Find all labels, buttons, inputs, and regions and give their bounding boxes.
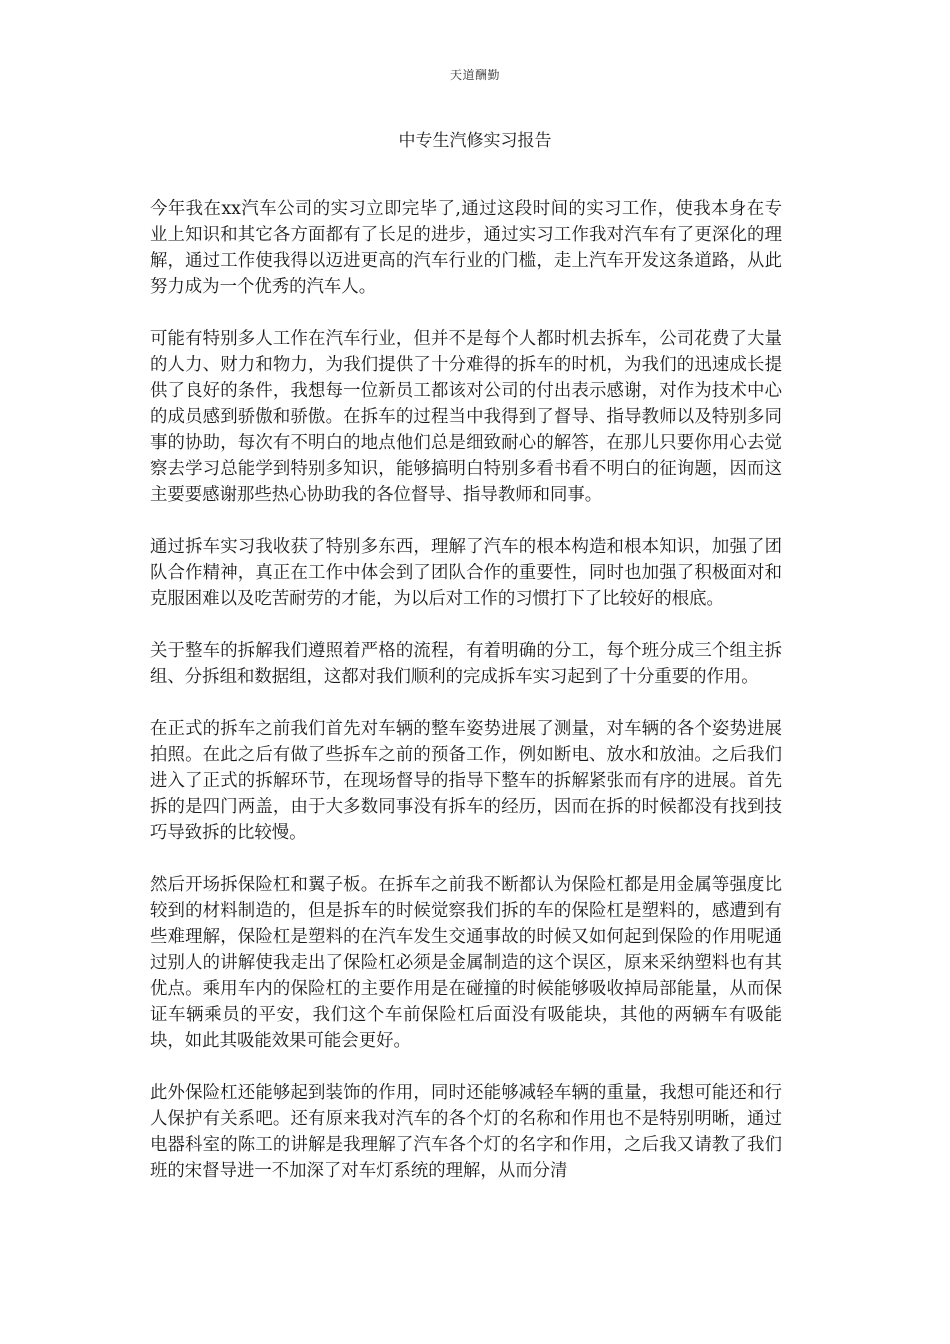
paragraph: 此外保险杠还能够起到装饰的作用，同时还能够减轻车辆的重量，我想可能还和行人保护有关系吧。还有原来我对汽车的各个灯的名称和作用也不是特别明晰，通过电器科室的陈工的讲解是我理解了汽车各个灯的名字和作用，之后我又请教了我们班的宋督导进一不加深了对车灯系统的理解，从而分清 [150, 1083, 782, 1181]
paragraph: 通过拆车实习我收获了特别多东西，理解了汽车的根本构造和根本知识，加强了团队合作精神，真正在工作中体会到了团队合作的重要性，同时也加强了积极面对和克服困难以及吃苦耐劳的才能，为以后对工作的习惯打下了比较好的根底。 [150, 537, 782, 609]
paragraph: 今年我在xx汽车公司的实习立即完毕了,通过这段时间的实习工作，使我本身在专业上知识和其它各方面都有了长足的进步，通过实习工作我对汽车有了更深化的理解，通过工作使我得以迈进更高的汽车行业的门槛，走上汽车开发这条道路，从此努力成为一个优秀的汽车人。 [150, 199, 782, 297]
document-title: 中专生汽修实习报告 [398, 131, 552, 151]
page-header: 天道酬勤 [449, 68, 500, 82]
paragraph: 然后开场拆保险杠和翼子板。在拆车之前我不断都认为保险杠都是用金属等强度比较到的材料制造的，但是拆车的时候觉察我们拆的车的保险杠是塑料的，感遭到有些难理解，保险杠是塑料的在汽车发生交通事故的时候又如何起到保险的作用呢通过别人的讲解使我走出了保险杠必须是金属制造的这个误区，原来采纳塑料也有其优点。乘用车内的保险杠的主要作用是在碰撞的时候能够吸收掉局部能量，从而保证车辆乘员的平安，我们这个车前保险杠后面没有吸能块，其他的两辆车有吸能块，如此其吸能效果可能会更好。 [150, 875, 782, 1051]
document-body [150, 196, 782, 1210]
paragraph: 可能有特别多人工作在汽车行业，但并不是每个人都时机去拆车，公司花费了大量的人力、财力和物力，为我们提供了十分难得的拆车的时机，为我们的迅速成长提供了良好的条件，我想每一位新员工都该对公司的付出表示感谢，对作为技术中心的成员感到骄傲和骄傲。在拆车的过程当中我得到了督导、指导教师以及特别多同事的协助，每次有不明白的地点他们总是细致耐心的解答，在那儿只要你用心去觉察去学习总能学到特别多知识，能够搞明白特别多看书看不明白的征询题，因而这主要要感谢那些热心协助我的各位督导、指导教师和同事。 [150, 329, 782, 505]
paragraph: 关于整车的拆解我们遵照着严格的流程，有着明确的分工，每个班分成三个组主拆组、分拆组和数据组，这都对我们顺利的完成拆车实习起到了十分重要的作用。 [150, 641, 782, 687]
paragraph: 在正式的拆车之前我们首先对车辆的整车姿势进展了测量，对车辆的各个姿势进展拍照。在此之后有做了些拆车之前的预备工作，例如断电、放水和放油。之后我们进入了正式的拆解环节，在现场督导的指导下整车的拆解紧张而有序的进展。首先拆的是四门两盖，由于大多数同事没有拆车的经历，因而在拆的时候都没有找到技巧导致拆的比较慢。 [150, 719, 782, 843]
